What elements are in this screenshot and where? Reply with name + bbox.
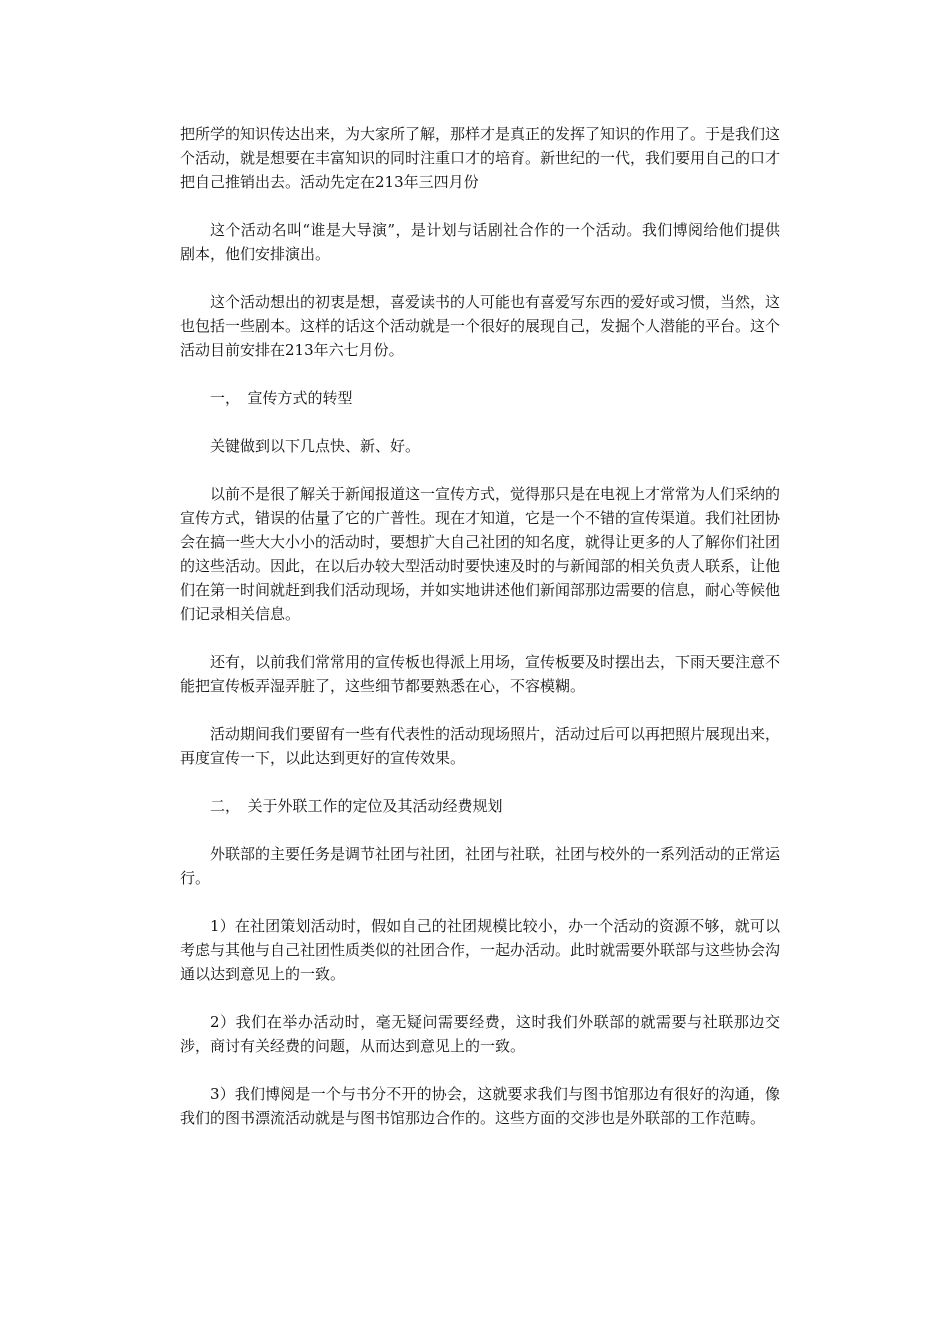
paragraph-2: 这个活动名叫“谁是大导演”，是计划与话剧社合作的一个活动。我们博阅给他们提供剧本，他们安排演出。	[180, 221, 780, 263]
section-heading-1: 一， 宣传方式的转型	[210, 389, 353, 407]
document-body	[180, 122, 780, 1154]
list-item-2: 2）我们在举办活动时，毫无疑问需要经费，这时我们外联部的就需要与社联那边交涉，商讨有关经费的问题，从而达到意见上的一致。	[180, 1013, 780, 1055]
section-heading-2: 二， 关于外联工作的定位及其活动经费规划	[210, 797, 503, 815]
paragraph-3: 这个活动想出的初衷是想，喜爱读书的人可能也有喜爱写东西的爱好或习惯，当然，这也包括一些剧本。这样的话这个活动就是一个很好的展现自己，发掘个人潜能的平台。这个活动目前安排在213年六七月份。	[180, 293, 781, 359]
paragraph-4: 关键做到以下几点快、新、好。	[210, 437, 421, 455]
paragraph-5: 以前不是很了解关于新闻报道这一宣传方式，觉得那只是在电视上才常常为人们采纳的宣传方式，错误的估量了它的广普性。现在才知道，它是一个不错的宣传渠道。我们社团协会在搞一些大大小小的活动时，要想扩大自己社团的知名度，就得让更多的人了解你们社团的这些活动。因此，在以后办较大型活动时要快速及时的与新闻部的相关负责人联系，让他们在第一时间就赶到我们活动现场，并如实地讲述他们新闻部那边需要的信息，耐心等候他们记录相关信息。	[180, 485, 781, 623]
paragraph-6: 还有，以前我们常常用的宣传板也得派上用场，宣传板要及时摆出去，下雨天要注意不能把宣传板弄湿弄脏了，这些细节都要熟悉在心，不容模糊。	[180, 653, 781, 695]
paragraph-8: 外联部的主要任务是调节社团与社团，社团与社联，社团与校外的一系列活动的正常运行。	[180, 845, 781, 887]
list-item-3: 3）我们博阅是一个与书分不开的协会，这就要求我们与图书馆那边有很好的沟通，像我们的图书漂流活动就是与图书馆那边合作的。这些方面的交涉也是外联部的工作范畴。	[180, 1085, 780, 1127]
list-item-1: 1）在社团策划活动时，假如自己的社团规模比较小，办一个活动的资源不够，就可以考虑与其他与自己社团性质类似的社团合作，一起办活动。此时就需要外联部与这些协会沟通以达到意见上的一致。	[180, 917, 781, 983]
paragraph-1: 把所学的知识传达出来，为大家所了解，那样才是真正的发挥了知识的作用了。于是我们这个活动，就是想要在丰富知识的同时注重口才的培育。新世纪的一代，我们要用自己的口才把自己推销出去。活动先定在213年三四月份	[180, 125, 781, 191]
paragraph-7: 活动期间我们要留有一些有代表性的活动现场照片，活动过后可以再把照片展现出来，再度宣传一下，以此达到更好的宣传效果。	[180, 725, 781, 767]
